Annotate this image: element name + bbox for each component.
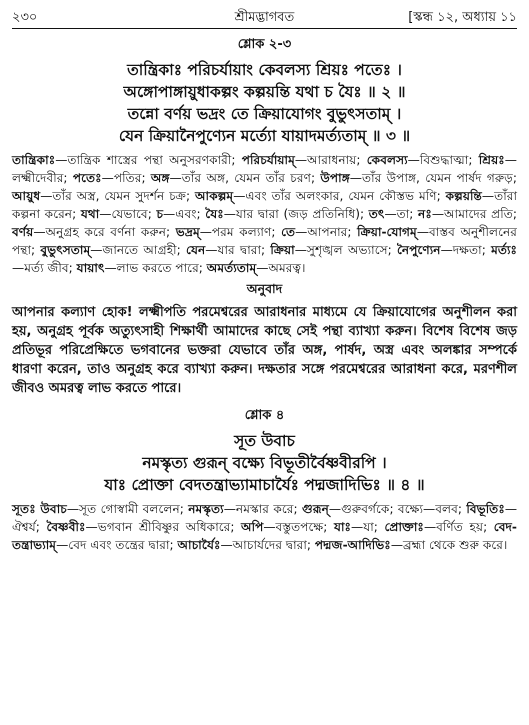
synonym-term: নমস্কৃত্য xyxy=(188,502,224,516)
synonym-term: পরিচর্যায়াম্‌ xyxy=(241,153,295,167)
synonym-term: বৈষ্ণবীঃ xyxy=(46,520,86,534)
book-title: শ্রীমদ্ভাগবত xyxy=(234,10,295,25)
synonym-meaning: —আমাদের প্রতি; xyxy=(431,207,518,221)
verse-heading-4: শ্লোক ৪ xyxy=(244,408,285,423)
synonym-term: গুরূন্ xyxy=(301,502,329,516)
synonym-meaning: —বস্তুতপক্ষে; xyxy=(263,520,334,534)
synonym-term: মর্ত্যঃ xyxy=(491,243,518,257)
synonym-term: নৈপুণ্যেন xyxy=(397,243,441,257)
synonym-meaning: —ঐশ্বর্য; xyxy=(12,502,518,534)
synonym-term: কেবলস্য xyxy=(366,153,408,167)
synonym-meaning: —সূত গোস্বামী বললেন; xyxy=(66,502,189,516)
synonym-meaning: —মর্ত্য জীব; xyxy=(12,261,77,275)
synonym-term: আকল্পম্‌ xyxy=(194,189,234,203)
synonym-meaning: —বাস্তব অনুশীলনের পন্থা; xyxy=(12,225,517,257)
synonym-term: আয়ুধ xyxy=(12,189,41,203)
synonym-term: চ xyxy=(156,207,164,221)
synonym-meaning: —যার দ্বারা (জড় প্রতিনিধি); xyxy=(223,207,369,221)
synonym-term: পতেঃ xyxy=(72,171,102,185)
synonym-meaning: —অনুগ্রহ করে বর্ণনা করুন; xyxy=(33,225,176,239)
synonym-term: যায়াৎ xyxy=(76,261,105,275)
translation-heading: অনুবাদ xyxy=(246,281,283,296)
synonym-term: যাঃ xyxy=(333,520,352,534)
synonym-term: বিভূতিঃ xyxy=(466,502,505,516)
synonyms-2-3 xyxy=(12,151,517,277)
synonym-meaning: —তান্ত্রিক শাস্ত্রের পন্থা অনুসরণকারী; xyxy=(55,153,242,167)
verse-line: তান্ত্রিকাঃ পরিচর্যায়াং কেবলস্য শ্রিয়ঃ পতেঃ । xyxy=(127,61,402,79)
synonym-meaning: —তাঁর উপাঙ্গ, যেমন পার্ষদ গরুড়; xyxy=(349,171,517,185)
page-number: ২৩০ xyxy=(12,10,38,25)
verse-line: অঙ্গোপাঙ্গায়ুধাকল্পং কল্পয়ন্তি যথা চ যৈঃ ॥ ২ ॥ xyxy=(123,83,406,101)
synonym-term: ভদ্রম্‌ xyxy=(175,225,200,239)
synonym-meaning: —যেভাবে; xyxy=(99,207,157,221)
verse-text-4 xyxy=(12,430,517,496)
synonym-meaning: —পরম কল্যাণ; xyxy=(199,225,282,239)
synonym-term: অঙ্গ xyxy=(150,171,170,185)
synonym-term: প্রোক্তাঃ xyxy=(384,520,424,534)
synonym-term: বর্ণয় xyxy=(12,225,34,239)
synonym-meaning: —তাঁরা কল্পনা করেন; xyxy=(12,189,517,221)
synonym-meaning: —গুরুবর্গকে; বক্ষ্যে—বলব; xyxy=(328,502,467,516)
synonym-term: সূতঃ উবাচ xyxy=(12,502,67,516)
synonym-term: পদ্মজ-আদিভিঃ xyxy=(314,538,391,552)
synonym-term: শ্রিয়ঃ xyxy=(478,153,505,167)
synonym-meaning: —বেদ এবং তন্ত্রের দ্বারা; xyxy=(56,538,178,552)
synonym-meaning: —জানতে আগ্রহী; xyxy=(90,243,187,257)
synonym-term: নঃ xyxy=(418,207,432,221)
speaker-line: সূত উবাচ xyxy=(234,432,295,450)
synonym-meaning: —নমস্কার করে; xyxy=(223,502,302,516)
synonym-meaning: —লক্ষ্মীদেবীর; xyxy=(12,153,517,185)
translation-text: আপনার কল্যাণ হোক! লক্ষ্মীপতি পরমেশ্বরের আরাধনার মাধ্যমে যে ক্রিয়াযোগের অনুশীলন করা হয়, অনুগ্রহ পূর্বক অত্যুৎসাহী শিক্ষার্থী আমাদের কাছে সেই পন্থা ব্যাখ্যা করুন। বিশেষ বিশেষ জড় প্রতিভূর পরিপ্রেক্ষিতে ভগবানের ভক্তরা যেভাবে তাঁর অঙ্গ, পার্ষদ, অস্ত্র এবং অলঙ্কার সম্পর্কে ধারণা করেন, তাও অনুগ্রহ করে ব্যাখ্যা করুন। দক্ষতার সঙ্গে পরমেশ্বরের আরাধনা করে, মরণশীল জীবও অমরত্ব লাভ করতে পারে। xyxy=(12,305,517,396)
synonym-meaning: —ভগবান শ্রীবিষ্ণুর অধিকারে; xyxy=(85,520,242,534)
synonym-meaning: —অমরত্ব। xyxy=(256,261,306,275)
synonym-term: আচার্যৈঃ xyxy=(177,538,221,552)
synonym-meaning: —এবং তাঁর অলংকার, যেমন কৌস্তভ মণি; xyxy=(233,189,446,203)
synonym-term: তান্ত্রিকাঃ xyxy=(12,153,56,167)
synonym-term: তে xyxy=(281,225,296,239)
synonym-term: ক্রিয়া xyxy=(270,243,295,257)
synonym-term: অপি xyxy=(241,520,264,534)
page-header xyxy=(12,6,517,28)
verse-text-2-3 xyxy=(12,59,517,147)
synonym-term: উপাঙ্গ xyxy=(320,171,350,185)
synonym-term: ক্রিয়া-যোগম্‌ xyxy=(357,225,417,239)
synonym-meaning: —লাভ করতে পারে; xyxy=(104,261,207,275)
synonym-meaning: —বিশুদ্ধাত্মা; xyxy=(407,153,479,167)
synonym-term: অমর্ত্যতাম্‌ xyxy=(206,261,257,275)
verse-line: যেন ক্রিয়ানৈপুণ্যেন মর্ত্যো যায়াদমর্ত্যতাম্‌ ॥ ৩ ॥ xyxy=(118,127,411,145)
synonym-term: যেন xyxy=(186,243,206,257)
synonym-meaning: —পতির; xyxy=(101,171,151,185)
synonym-term: বুভুৎসতাম্‌ xyxy=(40,243,91,257)
synonym-meaning: —আপনার; xyxy=(295,225,358,239)
synonym-term: তৎ xyxy=(368,207,385,221)
verse-heading-2-3: শ্লোক ২-৩ xyxy=(237,37,292,52)
synonym-meaning: —যা; xyxy=(351,520,385,534)
verse-line: নমস্কৃত্য গুরূন্ বক্ষ্যে বিভূতীর্বৈষ্ণবীরপি । xyxy=(142,454,387,472)
synonym-term: বেদ-তন্ত্রাভ্যাম্‌ xyxy=(12,520,517,552)
synonym-meaning: —বর্ণিত হয়; xyxy=(423,520,494,534)
synonym-meaning: —ব্রহ্মা থেকে শুরু করে। xyxy=(390,538,508,552)
synonym-meaning: —আরাধনায়; xyxy=(294,153,367,167)
synonym-meaning: —তা; xyxy=(384,207,419,221)
synonyms-4 xyxy=(12,500,517,554)
synonym-meaning: —যার দ্বারা; xyxy=(205,243,271,257)
synonym-meaning: —দক্ষতা; xyxy=(440,243,492,257)
synonym-meaning: —এবং; xyxy=(163,207,206,221)
synonym-term: কল্পয়ন্তি xyxy=(445,189,482,203)
synonym-meaning: —তাঁর অঙ্গ, যেমন তাঁর চরণ; xyxy=(169,171,321,185)
synonym-meaning: —তাঁর অস্ত্র, যেমন সুদর্শন চক্র; xyxy=(40,189,195,203)
verse-line: যাঃ প্রোক্তা বেদতন্ত্রাভ্যামাচার্যৈঃ পদ্মজাদিভিঃ ॥ ৪ ॥ xyxy=(104,476,425,494)
synonym-meaning: —আচার্যদের দ্বারা; xyxy=(220,538,315,552)
synonym-meaning: —সুশৃঙ্খল অভ্যাসে; xyxy=(294,243,397,257)
synonym-term: যথা xyxy=(80,207,100,221)
synonym-term: যৈঃ xyxy=(205,207,224,221)
verse-line: তন্নো বর্ণয় ভদ্রং তে ক্রিয়াযোগং বুভুৎসতাম্‌ । xyxy=(127,105,402,123)
chapter-reference: [স্কন্ধ ১২, অধ্যায় ১১ xyxy=(408,10,517,25)
